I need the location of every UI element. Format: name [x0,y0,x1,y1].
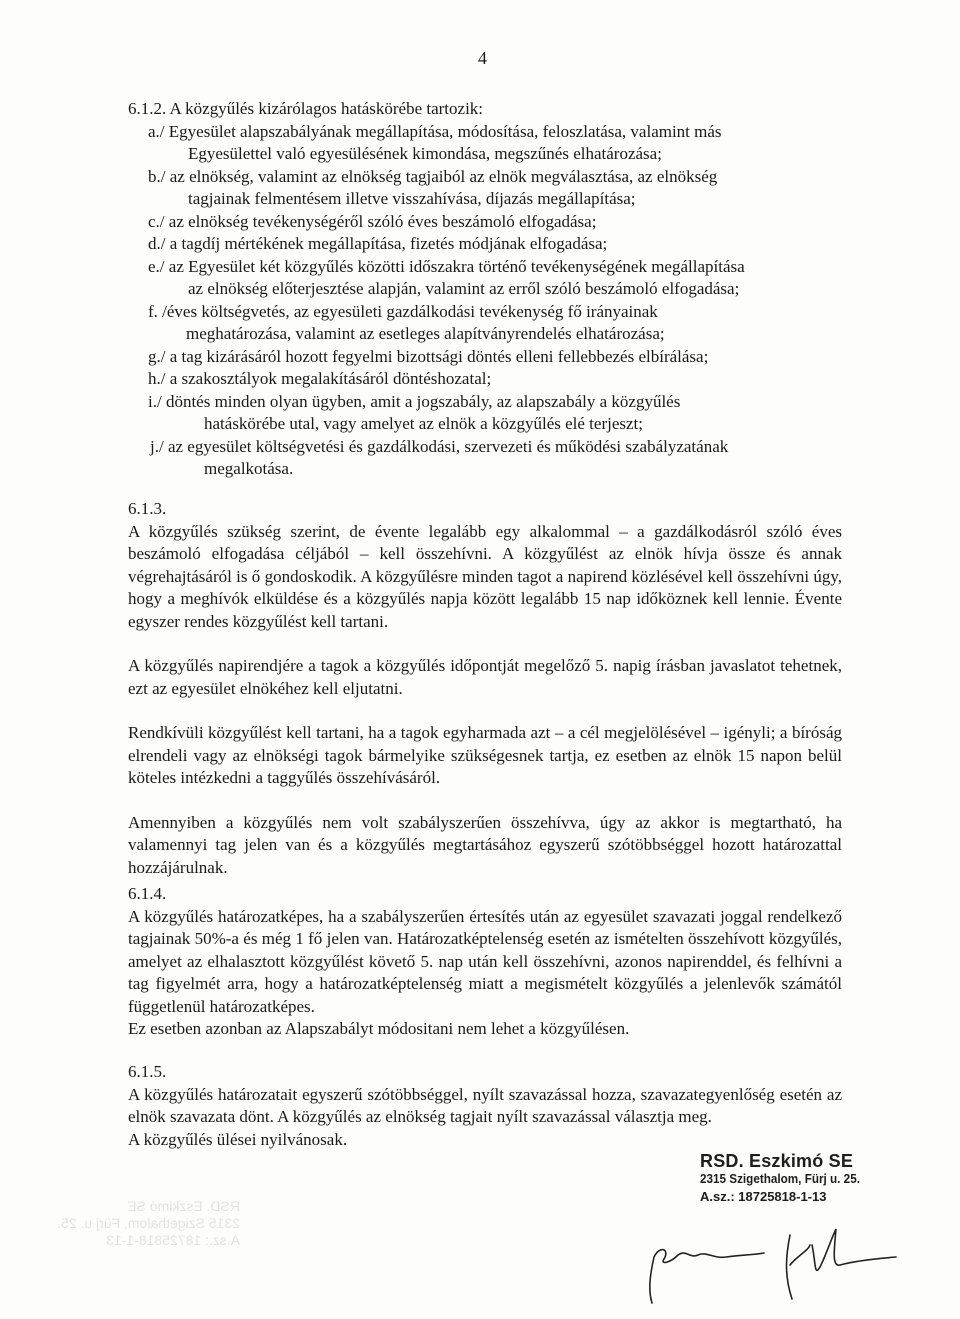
list-item-continuation: hatáskörébe utal, vagy amelyet az elnök a közgyűlés elé terjeszt; [204,414,643,433]
list-item [128,368,842,391]
paragraph-line: Ez esetben azonban az Alapszabályt módositani nem lehet a közgyűlésen. [128,1019,630,1038]
organization-stamp [700,1152,890,1206]
section-heading: 6.1.5. [128,1062,167,1081]
paragraph: Rendkívüli közgyűlést kell tartani, ha a tagok egyharmada azt – a cél megjelölésével – igényli; a bíróság elrendeli vagy az elnökségi tagok bármelyike szükségesnek tartja, ez esetben az elnök 15 napon belül köteles intézkedni a taggyűlés összehívásáról. [128,723,842,787]
list-item [128,301,842,346]
paragraph: A közgyűlés határozatképes, ha a szabályszerűen értesítés után az egyesület szavazati joggal rendelkező tagjainak 50%-a és még 1 fő jelen van. Határozatképtelenség esetén az ismételten összehívott közgyűlés, amelyet az elhalasztott közgyűlést követő 5. nap után kell összehívni, azonos napirenddel, és felhívni a tag figyelmét arra, hogy a határozatképtelenség miatt a megismételt közgyűlés a jelenlevők számától függetlenül határozatképes. [128,906,842,1016]
list-item [128,166,842,211]
list-item-first-line: b./ az elnökség, valamint az elnökség tagjaiból az elnök megválasztása, az elnökség [148,166,718,186]
section-6-1-4 [128,883,842,1041]
stamp-address: 2315 Szigethalom, Fürj u. 25. [700,1171,860,1186]
list-item-first-line: h./ a szakosztályok megalakításáról döntéshozatal; [148,369,492,388]
list-item-first-line: c./ az elnökség tevékenységéről szóló éves beszámoló elfogadása; [148,211,597,231]
section-6-1-3 [128,498,842,879]
paragraph: A közgyűlés határozatait egyszerű szótöbbséggel, nyílt szavazással hozza, szavazategyenlőség esetén az elnök szavazata dönt. A közgyűlés az elnökség tagjait nyílt szavazással választja meg. [128,1084,842,1126]
bleed-through-stamp: RSD. Eszkimó SE 2315 Szigethalom, Fürj u. 25. A.sz.: 18725818-1-13 [57,1198,240,1248]
section-heading: 6.1.3. [128,499,167,518]
paragraph: A közgyűlés napirendjére a tagok a közgyűlés időpontját megelőző 5. napig írásban javaslatot tehetnek, ezt az egyesület elnökéhez kell eljutatni. [128,656,842,698]
section-6-1-2 [128,98,842,481]
paragraph: Amennyiben a közgyűlés nem volt szabályszerűen összehívva, úgy az akkor is megtartható, ha valamennyi tag jelen van és a közgyűlés megtartásához egyszerű szótöbbséggel hozott határozattal hozzájárulnak. [128,812,842,877]
stamp-name: RSD. Eszkimó SE [700,1151,854,1171]
list-item [128,346,842,369]
section-heading: 6.1.2. A közgyűlés kizárólagos hatáskörébe tartozik: [128,99,484,118]
item-list [128,121,842,481]
list-item [128,391,842,436]
list-item [128,256,842,301]
paragraph-line: A közgyűlés ülései nyilvánosak. [128,1129,348,1149]
list-item [128,121,842,166]
list-item-continuation: az elnökség előterjesztése alapján, valamint az erről szóló beszámoló elfogadása; [188,279,740,298]
list-item [128,211,842,234]
list-item-continuation: megalkotása. [204,459,294,478]
list-item-first-line: a./ Egyesület alapszabályának megállapítása, módosítása, feloszlatása, valamint más [148,121,722,141]
list-item-first-line: d./ a tagdíj mértékének megállapítása, fizetés módjának elfogadása; [148,234,608,253]
list-item-continuation: tagjainak felmentésem illetve visszahívása, díjazás megállapítása; [188,189,636,208]
list-item-first-line: g./ a tag kizárásáról hozott fegyelmi bizottsági döntés elleni fellebbezés elbírálása; [148,346,709,366]
section-6-1-5 [128,1061,842,1151]
list-item-first-line: f. /éves költségvetés, az egyesületi gazdálkodási tevékenység fő irányainak [148,301,658,321]
list-item [128,436,842,481]
handwritten-signature [640,1215,900,1305]
stamp-tax-number: A.sz.: 18725818-1-13 [700,1189,827,1204]
list-item [128,233,842,256]
list-item-first-line: j./ az egyesület költségvetési és gazdálkodási, szervezeti és működési szabályzatának [150,436,729,456]
list-item-first-line: i./ döntés minden olyan ügyben, amit a jogszabály, az alapszabály a közgyűlés [148,391,681,411]
section-heading: 6.1.4. [128,884,167,903]
list-item-continuation: meghatározása, valamint az esetleges alapítványrendelés elhatározása; [186,324,665,343]
list-item-continuation: Egyesülettel való egyesülésének kimondása, megszűnés elhatározása; [188,144,662,163]
page-number: 4 [478,48,487,68]
paragraph: A közgyűlés szükség szerint, de évente legalább egy alkalommal – a gazdálkodásról szóló éves beszámoló elfogadása céljából – kell összehívni. A közgyűlést az elnök hívja össze és annak végrehajtásáról is ő gondoskodik. A közgyűlésre minden tagot a napirend közlésével kell összehívni úgy, hogy a meghívók elküldése és a közgyűlés napja között legalább 15 nap időköznek kell lennie. Évente egyszer rendes közgyűlést kell tartani. [128,521,842,631]
list-item-first-line: e./ az Egyesület két közgyűlés közötti időszakra történő tevékenységének megállapítása [148,256,745,276]
